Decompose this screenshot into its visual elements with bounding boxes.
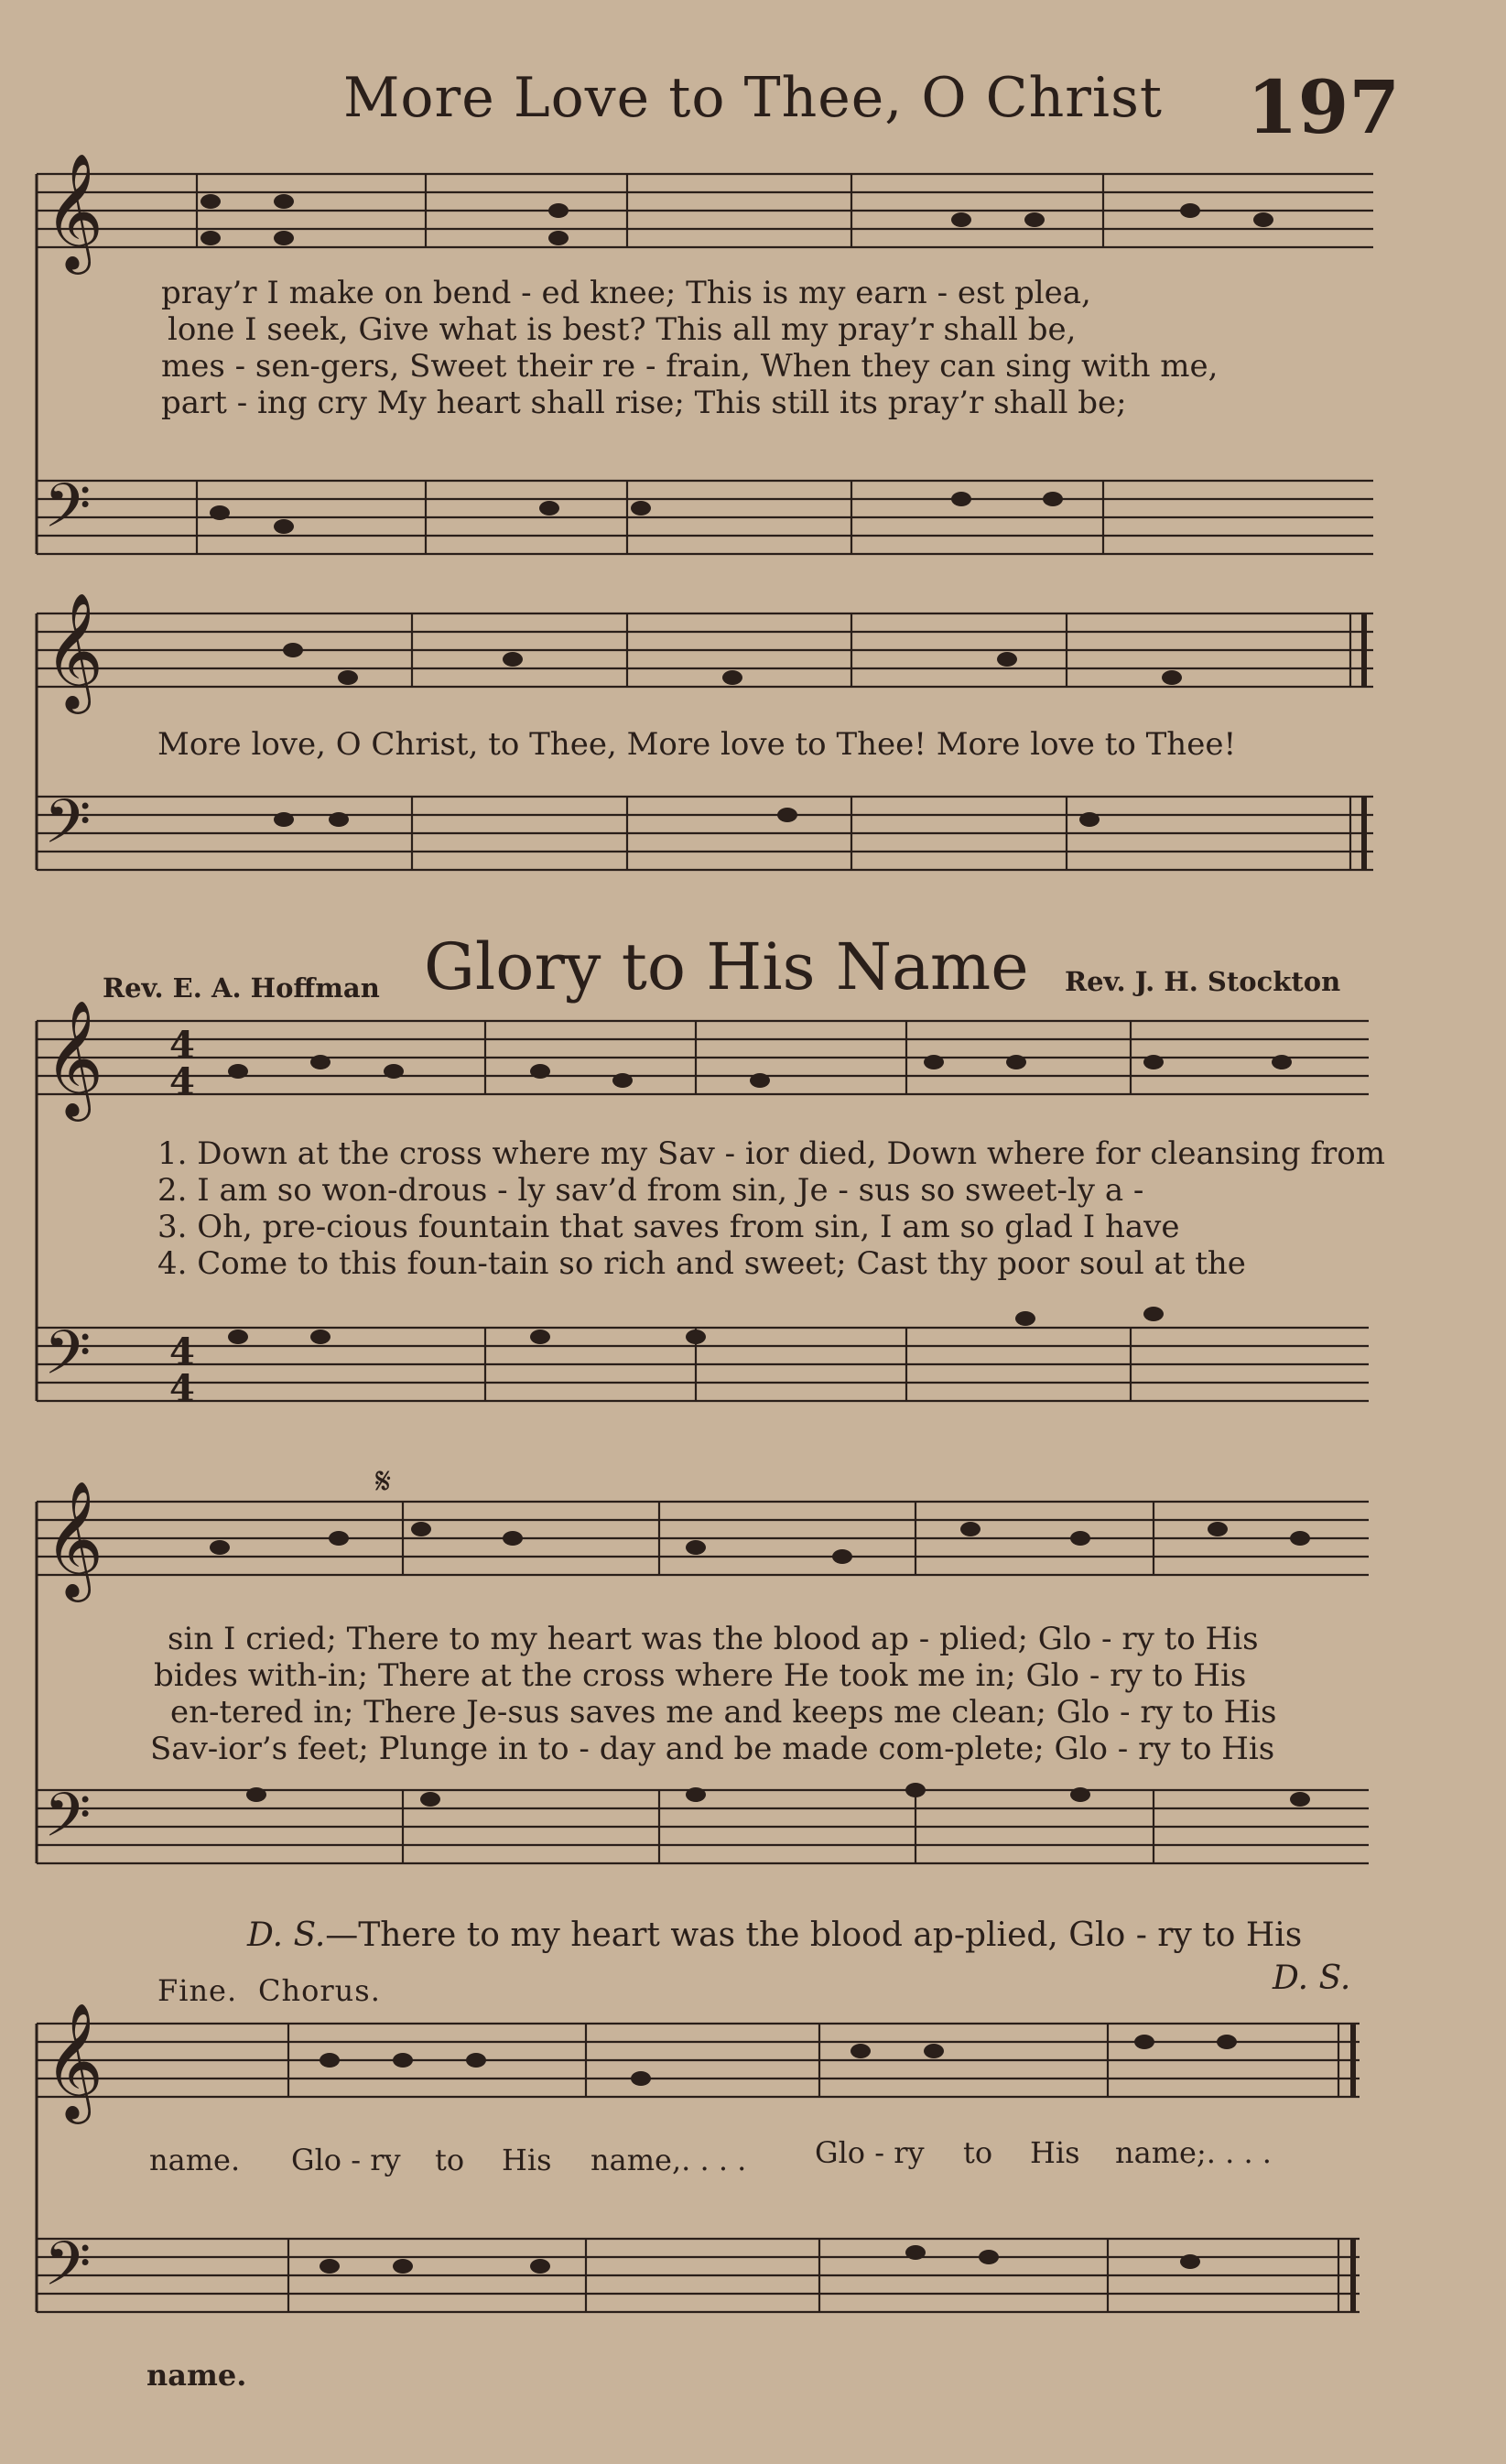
svg-text:4: 4 [169, 1024, 195, 1067]
staff-system-1-treble [37, 174, 1373, 247]
hymn2-verse-b-line-1: sin I cried; There to my heart was the blood ap - plied; Glo - ry to His [168, 1621, 1259, 1657]
hymn2-author: Rev. E. A. Hoffman [103, 972, 380, 1004]
hymn2-verse-b-line-2: bides with-in; There at the cross where He took me in; Glo - ry to His [154, 1657, 1247, 1694]
hymn1-refrain: More love, O Christ, to Thee, More love to Thee! More love to Thee! [157, 726, 1237, 763]
svg-text:𝄞: 𝄞 [44, 592, 104, 709]
svg-text:4: 4 [169, 1330, 195, 1373]
chorus-word-glory-2: Glo - ry [815, 2135, 925, 2170]
ds-lyric-text: —There to my heart was the blood ap-plied, Glo - ry to His [325, 1916, 1303, 1954]
chorus-word-his-2: His [1030, 2135, 1080, 2170]
segno-sign: 𝄋 [375, 1460, 392, 1503]
hymn2-verse-b-line-4: Sav-ior’s feet; Plunge in to - day and be made com-plete; Glo - ry to His [150, 1731, 1275, 1767]
hymn2-composer: Rev. J. H. Stockton [1065, 966, 1341, 997]
chorus-word-name-1: name. [149, 2143, 241, 2177]
ds-mark: D. S. [1273, 1959, 1351, 1997]
chorus-word-to-1: to [435, 2143, 465, 2177]
svg-text:𝄞: 𝄞 [44, 152, 104, 269]
chorus-word-glory-1: Glo - ry [291, 2143, 401, 2177]
svg-text:𝄢: 𝄢 [44, 2229, 92, 2314]
staff-system-4-treble [37, 1502, 1369, 1575]
page-number: 197 [1247, 64, 1400, 150]
chorus-label: Chorus. [258, 1973, 381, 2008]
hymn1-verse-line-4: part - ing cry My heart shall rise; This still its pray’r shall be; [161, 385, 1127, 421]
ds-lyric-line [247, 1916, 1302, 1954]
hymn2-title: Glory to His Name [424, 929, 1029, 1004]
staff-system-3-treble [37, 1021, 1369, 1094]
svg-text:𝄢: 𝄢 [44, 1318, 92, 1403]
hymn2-verse-a-line-2: 2. I am so won-drous - ly sav’d from sin, Je - sus so sweet-ly a - [157, 1172, 1144, 1209]
fine-label: Fine. [157, 1973, 238, 2008]
hymn1-verse-line-3: mes - sen-gers, Sweet their re - frain, When they can sing with me, [161, 348, 1219, 385]
staff-system-2-bass [37, 797, 1373, 870]
hymn2-verse-a-line-1: 1. Down at the cross where my Sav - ior died, Down where for cleansing from [157, 1135, 1385, 1172]
staff-system-1-bass [37, 481, 1373, 554]
hymn1-verse-line-2: lone I seek, Give what is best? This all my pray’r shall be, [168, 311, 1077, 348]
svg-text:𝄢: 𝄢 [44, 471, 92, 556]
page-title: More Love to Thee, O Christ [343, 66, 1163, 130]
svg-text:𝄢: 𝄢 [44, 787, 92, 872]
staff-system-5-bass [37, 2239, 1360, 2312]
svg-text:4: 4 [169, 1060, 195, 1103]
hymn2-verse-a-line-3: 3. Oh, pre-cious fountain that saves from sin, I am so glad I have [157, 1209, 1180, 1245]
svg-text:𝄢: 𝄢 [44, 1780, 92, 1865]
chorus-word-name-bass: name. [146, 2358, 247, 2393]
hymn1-verse-line-1: pray’r I make on bend - ed knee; This is my earn - est plea, [161, 275, 1091, 311]
chorus-word-name-2: name,. . . . [590, 2143, 747, 2177]
chorus-word-name-3: name;. . . . [1115, 2135, 1272, 2170]
chorus-word-to-2: to [963, 2135, 993, 2170]
hymn2-verse-a-line-4: 4. Come to this foun-tain so rich and sweet; Cast thy poor soul at the [157, 1245, 1246, 1282]
ds-prefix: D. S. [247, 1916, 326, 1954]
svg-text:𝄞: 𝄞 [44, 1480, 104, 1597]
staff-system-5-treble [37, 2024, 1360, 2097]
hymn2-verse-b-line-3: en-tered in; There Je-sus saves me and keeps me clean; Glo - ry to His [170, 1694, 1277, 1731]
svg-text:𝄞: 𝄞 [44, 999, 104, 1116]
chorus-word-his-1: His [502, 2143, 552, 2177]
staff-system-4-bass [37, 1790, 1369, 1863]
svg-text:𝄞: 𝄞 [44, 2002, 104, 2119]
svg-text:4: 4 [169, 1367, 195, 1410]
